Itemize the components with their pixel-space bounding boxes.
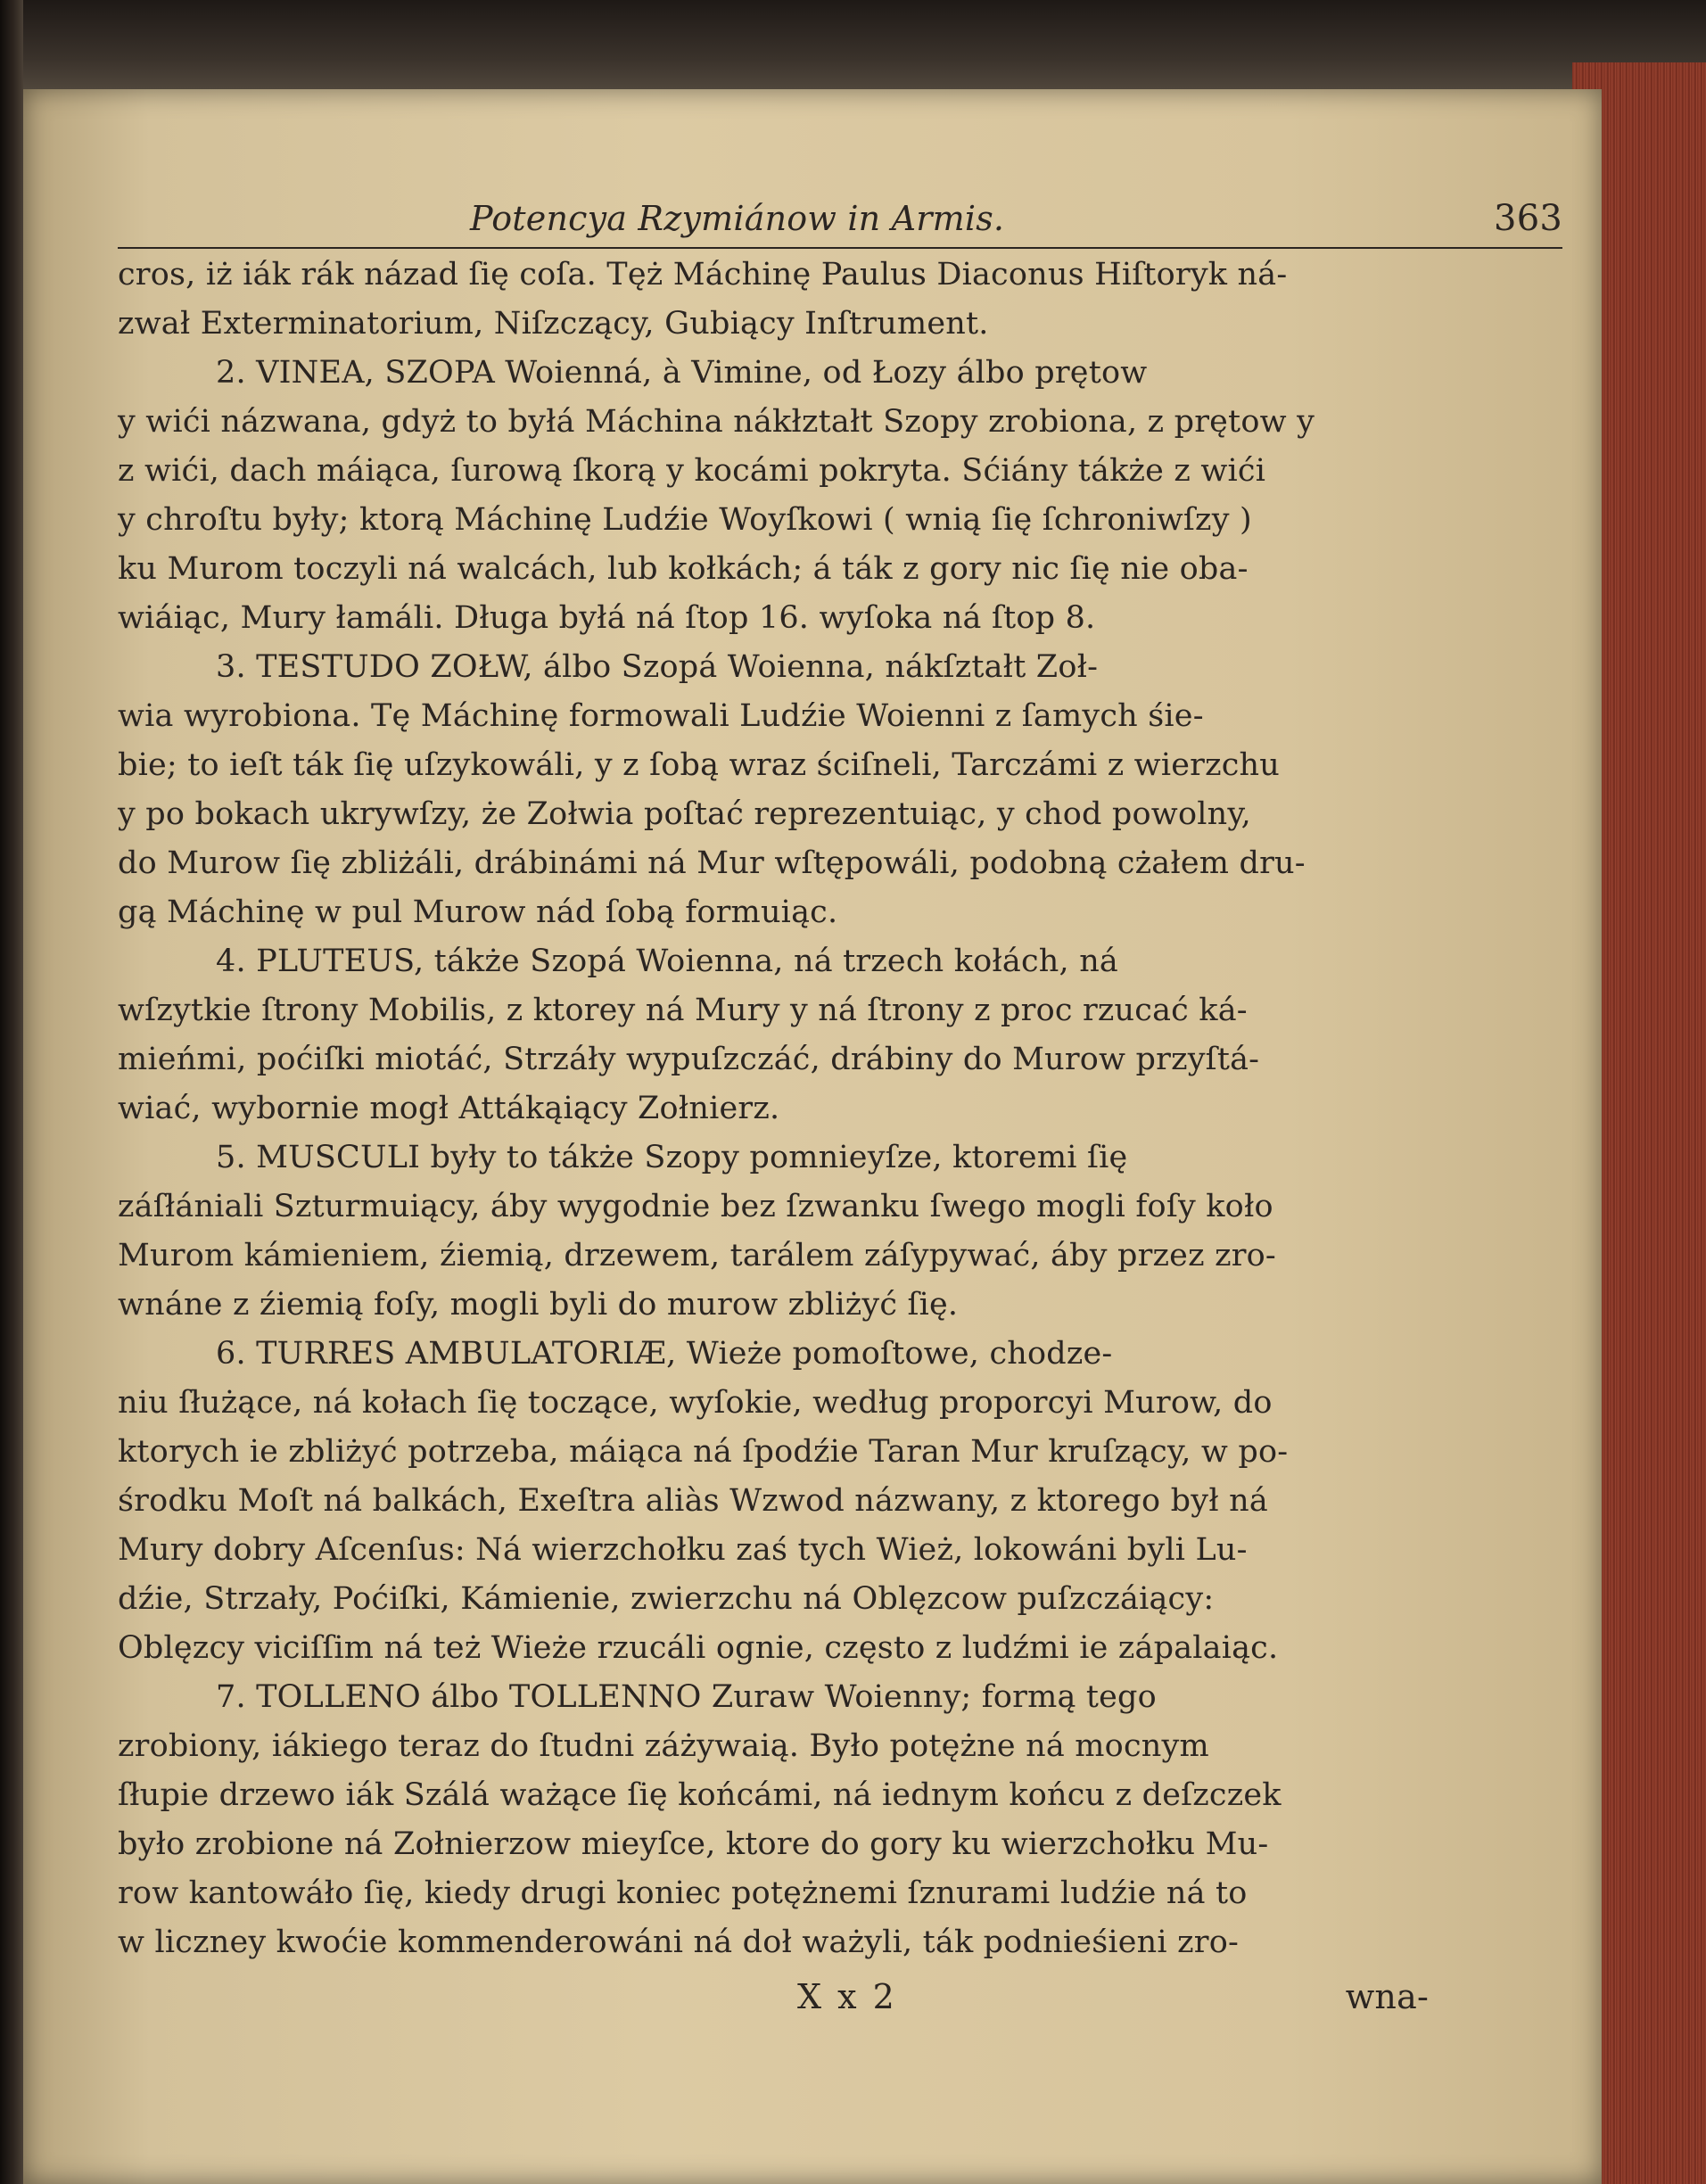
text-line: dźie, Strzały, Poćiſki, Kámienie, zwierzchu ná Oblęzcow puſzczáiący: bbox=[118, 1581, 1215, 1617]
text-line: było zrobione ná Zołnierzow mieyſce, ktore do gory ku wierzchołku Mu- bbox=[118, 1826, 1269, 1862]
text-line: wſzytkie ſtrony Mobilis, z ktorey ná Mury y ná ſtrony z proc rzucać ká- bbox=[118, 993, 1248, 1028]
text-line: ſłupie drzewo iák Szálá ważące ſię końcámi, ná iednym końcu z deſzczek bbox=[118, 1777, 1282, 1813]
text-line: środku Moſt ná balkách, Exeſtra aliàs Wzwod názwany, z ktorego był ná bbox=[118, 1483, 1268, 1519]
text-line: Mury dobry Aſcenſus: Ná wierzchołku zaś tych Wież, lokowáni byli Lu- bbox=[118, 1532, 1248, 1568]
text-line: wnáne z źiemią foſy, mogli byli do murow zbliżyć ſię. bbox=[118, 1287, 959, 1323]
text-line: mieńmi, poćiſki miotáć, Strzáły wypuſzczáć, drábiny do Murow przyſtá- bbox=[118, 1042, 1260, 1077]
signature-mark: X x 2 bbox=[797, 1977, 897, 2016]
page-number: 363 bbox=[1494, 198, 1562, 239]
text-line: wia wyrobiona. Tę Máchinę formowali Ludźie Woienni z ſamych śie- bbox=[118, 698, 1204, 734]
book-spine bbox=[0, 0, 23, 2184]
text-line: y chroſtu były; ktorą Máchinę Ludźie Woyſkowi ( wnią ſię ſchroniwſzy ) bbox=[118, 502, 1252, 538]
text-line: ktorych ie zbliżyć potrzeba, máiąca ná ſpodźie Taran Mur kruſzący, w po- bbox=[118, 1434, 1289, 1470]
text-line: 5. MUSCULI były to tákże Szopy pomnieyſze, ktoremi ſię bbox=[216, 1140, 1128, 1175]
text-line: zrobiony, iákiego teraz do ſtudni záżywaią. Było potężne ná mocnym bbox=[118, 1728, 1209, 1764]
catchword: wna- bbox=[1345, 1977, 1429, 2016]
text-line: wiáiąc, Mury łamáli. Długa byłá ná ſtop 16. wyſoka ná ſtop 8. bbox=[118, 600, 1096, 636]
text-line: 3. TESTUDO ZOŁW, álbo Szopá Woienna, nákſztałt Zoł- bbox=[216, 649, 1099, 685]
running-title: Potencya Rzymiánow in Armis. bbox=[470, 199, 1005, 238]
text-line: 6. TURRES AMBULATORIÆ, Wieże pomoſtowe, chodze- bbox=[216, 1336, 1113, 1372]
text-line: ku Murom toczyli ná walcách, lub kołkách; á ták z gory nic ſię nie oba- bbox=[118, 551, 1249, 587]
page-content bbox=[118, 192, 1562, 2026]
text-line: z wići, dach máiąca, ſurową ſkorą y kocámi pokryta. Sćiány tákże z wići bbox=[118, 453, 1266, 489]
text-line: Murom kámieniem, źiemią, drzewem, tarálem záſypywać, áby przez zro- bbox=[118, 1238, 1276, 1273]
text-line: zwał Exterminatorium, Niſzczący, Gubiący Inſtrument. bbox=[118, 306, 989, 342]
page-footer bbox=[118, 1973, 1562, 2026]
body-text bbox=[118, 251, 1562, 1967]
text-line: wiać, wybornie mogł Attákąiący Zołnierz. bbox=[118, 1091, 780, 1126]
text-line: y po bokach ukrywſzy, że Zołwia poſtać reprezentuiąc, y chod powolny, bbox=[118, 796, 1251, 832]
text-line: 2. VINEA, SZOPA Woienná, à Vimine, od Łozy álbo prętow bbox=[216, 355, 1148, 391]
text-line: Oblęzcy viciſſim ná też Wieże rzucáli ognie, często z ludźmi ie zápalaiąc. bbox=[118, 1630, 1279, 1666]
text-line: y wići názwana, gdyż to byłá Máchina nákłztałt Szopy zrobiona, z prętow y bbox=[118, 404, 1315, 440]
text-line: gą Máchinę w pul Murow nád ſobą formuiąc. bbox=[118, 894, 838, 930]
text-line: 4. PLUTEUS, tákże Szopá Woienna, ná trzech kołách, ná bbox=[216, 944, 1118, 979]
text-line: bie; to ieſt ták ſię uſzykowáli, y z ſobą wraz ściſneli, Tarczámi z wierzchu bbox=[118, 747, 1280, 783]
text-line: do Murow ſię zbliżáli, drábinámi ná Mur wſtępowáli, podobną cżałem dru- bbox=[118, 845, 1306, 881]
text-line: niu ſłużące, ná kołach ſię toczące, wyſokie, według proporcyi Murow, do bbox=[118, 1385, 1273, 1421]
text-line: záſłániali Szturmuiący, áby wygodnie bez ſzwanku ſwego mogli foſy koło bbox=[118, 1189, 1273, 1224]
running-head bbox=[118, 192, 1562, 249]
text-line: 7. TOLLENO álbo TOLLENNO Zuraw Woienny; formą tego bbox=[216, 1679, 1157, 1715]
text-line: row kantowáło ſię, kiedy drugi koniec potężnemi ſznurami ludźie ná to bbox=[118, 1875, 1248, 1911]
text-line: cros, iż iák rák názad ſię coſa. Tęż Máchinę Paulus Diaconus Hiſtoryk ná- bbox=[118, 257, 1288, 293]
text-line: w liczney kwoćie kommenderowáni ná doł ważyli, ták podnieśieni zro- bbox=[118, 1924, 1240, 1960]
